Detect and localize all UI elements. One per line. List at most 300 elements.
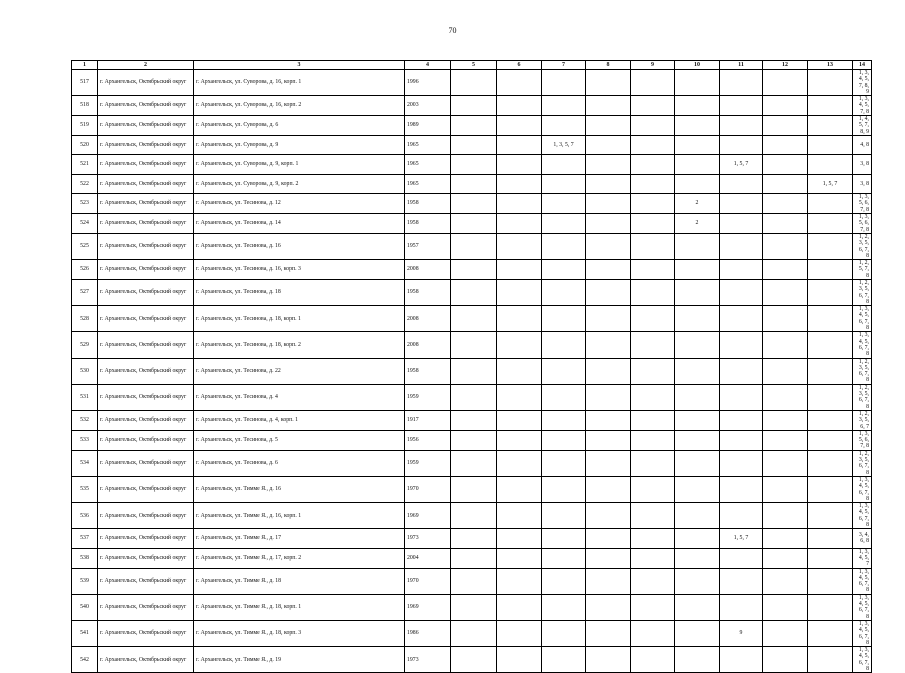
table-row xyxy=(72,568,872,594)
col-10-cell xyxy=(675,430,720,450)
year-cell: 1917 xyxy=(405,410,451,430)
col-10-cell xyxy=(675,450,720,476)
col-9-cell xyxy=(631,96,675,116)
col-13-cell xyxy=(808,647,853,673)
table-row xyxy=(72,280,872,306)
col-9-cell xyxy=(631,568,675,594)
table-row xyxy=(72,70,872,96)
col-9-cell xyxy=(631,155,675,174)
col-11-cell: 9 xyxy=(720,620,763,646)
col-10-cell xyxy=(675,384,720,410)
col-10-cell xyxy=(675,306,720,332)
row-number-cell: 536 xyxy=(72,503,98,529)
col-7-cell xyxy=(542,306,586,332)
col-11-cell xyxy=(720,548,763,568)
col-10-cell xyxy=(675,529,720,548)
address-cell: г. Архангельск, ул. Тимме Я., д. 18, корп. 1 xyxy=(194,594,405,620)
col-7-cell xyxy=(542,260,586,280)
district-cell: г. Архангельск, Октябрьский округ xyxy=(98,450,194,476)
district-cell: г. Архангельск, Октябрьский округ xyxy=(98,194,194,214)
col-7-cell xyxy=(542,332,586,358)
table-row xyxy=(72,529,872,548)
address-cell: г. Архангельск, ул. Тимме Я., д. 17, корп. 2 xyxy=(194,548,405,568)
col-9-cell xyxy=(631,410,675,430)
col-10-cell xyxy=(675,503,720,529)
col-14-cell: 1, 3, 4, 5, 6, 7, 8 xyxy=(853,647,872,673)
col-11-cell xyxy=(720,116,763,136)
address-cell: г. Архангельск, ул. Тесинова, д. 4, корп. 1 xyxy=(194,410,405,430)
col-9-cell xyxy=(631,70,675,96)
year-cell: 1965 xyxy=(405,174,451,193)
col-7-cell xyxy=(542,476,586,502)
year-cell: 1970 xyxy=(405,476,451,502)
col-10-cell xyxy=(675,174,720,193)
year-cell: 1965 xyxy=(405,135,451,154)
column-header-2: 2 xyxy=(98,61,194,70)
table-row xyxy=(72,620,872,646)
row-number-cell: 520 xyxy=(72,135,98,154)
col-8-cell xyxy=(586,332,631,358)
col-11-cell xyxy=(720,70,763,96)
table-row xyxy=(72,503,872,529)
col-10-cell xyxy=(675,647,720,673)
col-9-cell xyxy=(631,529,675,548)
col-5-cell xyxy=(451,233,497,259)
col-7-cell: 1, 3, 5, 7 xyxy=(542,135,586,154)
col-10-cell xyxy=(675,233,720,259)
col-12-cell xyxy=(763,529,808,548)
col-6-cell xyxy=(497,306,542,332)
col-13-cell xyxy=(808,135,853,154)
row-number-cell: 532 xyxy=(72,410,98,430)
year-cell: 1959 xyxy=(405,450,451,476)
col-7-cell xyxy=(542,280,586,306)
year-cell: 2008 xyxy=(405,306,451,332)
column-header-6: 6 xyxy=(497,61,542,70)
col-7-cell xyxy=(542,594,586,620)
row-number-cell: 535 xyxy=(72,476,98,502)
year-cell: 1969 xyxy=(405,594,451,620)
col-11-cell xyxy=(720,135,763,154)
col-9-cell xyxy=(631,548,675,568)
column-header-11: 11 xyxy=(720,61,763,70)
col-6-cell xyxy=(497,174,542,193)
col-7-cell xyxy=(542,384,586,410)
year-cell: 1969 xyxy=(405,503,451,529)
address-cell: г. Архангельск, ул. Тесинова, д. 12 xyxy=(194,194,405,214)
district-cell: г. Архангельск, Октябрьский округ xyxy=(98,548,194,568)
row-number-cell: 521 xyxy=(72,155,98,174)
col-8-cell xyxy=(586,503,631,529)
col-6-cell xyxy=(497,233,542,259)
row-number-cell: 538 xyxy=(72,548,98,568)
col-9-cell xyxy=(631,450,675,476)
col-14-cell: 1, 2, 3, 5, 6, 7, 8 xyxy=(853,384,872,410)
address-cell: г. Архангельск, ул. Тесинова, д. 18, корп. 1 xyxy=(194,306,405,332)
col-8-cell xyxy=(586,280,631,306)
district-cell: г. Архангельск, Октябрьский округ xyxy=(98,155,194,174)
col-13-cell xyxy=(808,155,853,174)
district-cell: г. Архангельск, Октябрьский округ xyxy=(98,233,194,259)
district-cell: г. Архангельск, Октябрьский округ xyxy=(98,214,194,234)
col-5-cell xyxy=(451,430,497,450)
table-row xyxy=(72,155,872,174)
col-9-cell xyxy=(631,647,675,673)
col-8-cell xyxy=(586,647,631,673)
col-10-cell xyxy=(675,96,720,116)
col-5-cell xyxy=(451,194,497,214)
column-header-13: 13 xyxy=(808,61,853,70)
address-cell: г. Архангельск, ул. Тесинова, д. 18 xyxy=(194,280,405,306)
col-13-cell xyxy=(808,384,853,410)
address-cell: г. Архангельск, ул. Тимме Я., д. 18 xyxy=(194,568,405,594)
year-cell: 1973 xyxy=(405,647,451,673)
col-6-cell xyxy=(497,430,542,450)
col-13-cell xyxy=(808,260,853,280)
col-8-cell xyxy=(586,70,631,96)
row-number-cell: 522 xyxy=(72,174,98,193)
address-cell: г. Архангельск, ул. Тимме Я., д. 17 xyxy=(194,529,405,548)
address-cell: г. Архангельск, ул. Тесинова, д. 6 xyxy=(194,450,405,476)
column-header-3: 3 xyxy=(194,61,405,70)
table-row xyxy=(72,594,872,620)
col-8-cell xyxy=(586,529,631,548)
col-5-cell xyxy=(451,332,497,358)
table-row xyxy=(72,430,872,450)
col-12-cell xyxy=(763,620,808,646)
col-6-cell xyxy=(497,260,542,280)
col-13-cell xyxy=(808,358,853,384)
year-cell: 1958 xyxy=(405,214,451,234)
col-10-cell xyxy=(675,476,720,502)
col-14-cell: 4, 8 xyxy=(853,135,872,154)
district-cell: г. Архангельск, Октябрьский округ xyxy=(98,280,194,306)
col-6-cell xyxy=(497,70,542,96)
col-5-cell xyxy=(451,260,497,280)
col-11-cell xyxy=(720,503,763,529)
column-header-1: 1 xyxy=(72,61,98,70)
district-cell: г. Архангельск, Октябрьский округ xyxy=(98,135,194,154)
col-13-cell xyxy=(808,214,853,234)
col-6-cell xyxy=(497,410,542,430)
table-row xyxy=(72,548,872,568)
col-8-cell xyxy=(586,450,631,476)
column-header-7: 7 xyxy=(542,61,586,70)
row-number-cell: 540 xyxy=(72,594,98,620)
col-6-cell xyxy=(497,476,542,502)
year-cell: 1959 xyxy=(405,384,451,410)
col-8-cell xyxy=(586,384,631,410)
col-9-cell xyxy=(631,384,675,410)
col-8-cell xyxy=(586,358,631,384)
col-11-cell xyxy=(720,96,763,116)
col-9-cell xyxy=(631,116,675,136)
year-cell: 1965 xyxy=(405,155,451,174)
col-8-cell xyxy=(586,135,631,154)
col-5-cell xyxy=(451,155,497,174)
col-13-cell xyxy=(808,96,853,116)
district-cell: г. Архангельск, Октябрьский округ xyxy=(98,430,194,450)
district-cell: г. Архангельск, Октябрьский округ xyxy=(98,96,194,116)
col-11-cell xyxy=(720,280,763,306)
col-13-cell xyxy=(808,233,853,259)
col-6-cell xyxy=(497,280,542,306)
district-cell: г. Архангельск, Октябрьский округ xyxy=(98,384,194,410)
col-9-cell xyxy=(631,358,675,384)
table-row xyxy=(72,194,872,214)
col-13-cell xyxy=(808,548,853,568)
col-7-cell xyxy=(542,450,586,476)
col-5-cell xyxy=(451,135,497,154)
col-12-cell xyxy=(763,410,808,430)
col-10-cell xyxy=(675,135,720,154)
col-6-cell xyxy=(497,384,542,410)
col-5-cell xyxy=(451,96,497,116)
col-7-cell xyxy=(542,174,586,193)
col-10-cell xyxy=(675,116,720,136)
col-12-cell xyxy=(763,306,808,332)
col-8-cell xyxy=(586,233,631,259)
column-header-12: 12 xyxy=(763,61,808,70)
col-6-cell xyxy=(497,194,542,214)
row-number-cell: 533 xyxy=(72,430,98,450)
col-12-cell xyxy=(763,116,808,136)
address-cell: г. Архангельск, ул. Тимме Я., д. 16 xyxy=(194,476,405,502)
col-5-cell xyxy=(451,70,497,96)
table-row xyxy=(72,450,872,476)
col-11-cell xyxy=(720,358,763,384)
col-11-cell xyxy=(720,647,763,673)
district-cell: г. Архангельск, Октябрьский округ xyxy=(98,332,194,358)
col-9-cell xyxy=(631,194,675,214)
col-12-cell xyxy=(763,450,808,476)
housing-register-table xyxy=(71,60,872,673)
col-5-cell xyxy=(451,594,497,620)
col-6-cell xyxy=(497,332,542,358)
col-14-cell: 1, 3, 4, 5, 7, 8 xyxy=(853,96,872,116)
col-6-cell xyxy=(497,503,542,529)
year-cell: 1986 xyxy=(405,620,451,646)
address-cell: г. Архангельск, ул. Суворова, д. 16, корп. 1 xyxy=(194,70,405,96)
row-number-cell: 517 xyxy=(72,70,98,96)
col-6-cell xyxy=(497,155,542,174)
col-5-cell xyxy=(451,384,497,410)
row-number-cell: 541 xyxy=(72,620,98,646)
col-13-cell xyxy=(808,194,853,214)
col-11-cell: 1, 5, 7 xyxy=(720,155,763,174)
col-14-cell: 1, 3, 4, 5, 6, 7, 8 xyxy=(853,503,872,529)
col-5-cell xyxy=(451,503,497,529)
year-cell: 1970 xyxy=(405,568,451,594)
col-12-cell xyxy=(763,332,808,358)
year-cell: 1957 xyxy=(405,233,451,259)
col-8-cell xyxy=(586,620,631,646)
year-cell: 2004 xyxy=(405,548,451,568)
col-9-cell xyxy=(631,620,675,646)
col-14-cell: 1, 3, 5, 6, 7, 8 xyxy=(853,430,872,450)
col-8-cell xyxy=(586,155,631,174)
district-cell: г. Архангельск, Октябрьский округ xyxy=(98,476,194,502)
col-14-cell: 1, 2, 3, 5, 6, 7 xyxy=(853,410,872,430)
col-8-cell xyxy=(586,594,631,620)
col-12-cell xyxy=(763,358,808,384)
district-cell: г. Архангельск, Октябрьский округ xyxy=(98,306,194,332)
col-11-cell xyxy=(720,194,763,214)
col-10-cell xyxy=(675,155,720,174)
col-12-cell xyxy=(763,430,808,450)
district-cell: г. Архангельск, Октябрьский округ xyxy=(98,620,194,646)
col-6-cell xyxy=(497,647,542,673)
col-14-cell: 1, 3, 4, 5, 6, 7, 8 xyxy=(853,620,872,646)
year-cell: 2008 xyxy=(405,260,451,280)
col-14-cell: 1, 2, 3, 5, 6, 7, 8 xyxy=(853,358,872,384)
row-number-cell: 519 xyxy=(72,116,98,136)
col-5-cell xyxy=(451,529,497,548)
column-header-5: 5 xyxy=(451,61,497,70)
col-14-cell: 1, 3, 5, 6, 7, 8 xyxy=(853,194,872,214)
col-13-cell xyxy=(808,430,853,450)
col-6-cell xyxy=(497,529,542,548)
col-5-cell xyxy=(451,548,497,568)
col-7-cell xyxy=(542,410,586,430)
col-6-cell xyxy=(497,96,542,116)
col-14-cell: 1, 3, 4, 5, 6, 7, 8 xyxy=(853,306,872,332)
col-12-cell xyxy=(763,233,808,259)
col-8-cell xyxy=(586,476,631,502)
col-5-cell xyxy=(451,214,497,234)
address-cell: г. Архангельск, ул. Суворова, д. 16, корп. 2 xyxy=(194,96,405,116)
table-body xyxy=(72,70,872,673)
table-row xyxy=(72,174,872,193)
year-cell: 1958 xyxy=(405,194,451,214)
col-7-cell xyxy=(542,194,586,214)
col-11-cell xyxy=(720,568,763,594)
col-12-cell xyxy=(763,70,808,96)
table-row xyxy=(72,384,872,410)
col-13-cell xyxy=(808,529,853,548)
address-cell: г. Архангельск, ул. Суворова, д. 9, корп. 2 xyxy=(194,174,405,193)
address-cell: г. Архангельск, ул. Тимме Я., д. 16, корп. 1 xyxy=(194,503,405,529)
col-12-cell xyxy=(763,503,808,529)
col-10-cell xyxy=(675,358,720,384)
year-cell: 1956 xyxy=(405,430,451,450)
col-9-cell xyxy=(631,430,675,450)
col-6-cell xyxy=(497,568,542,594)
col-13-cell xyxy=(808,280,853,306)
column-header-4: 4 xyxy=(405,61,451,70)
col-13-cell: 1, 5, 7 xyxy=(808,174,853,193)
table-row xyxy=(72,647,872,673)
col-7-cell xyxy=(542,568,586,594)
col-9-cell xyxy=(631,503,675,529)
col-13-cell xyxy=(808,70,853,96)
table-row xyxy=(72,214,872,234)
col-13-cell xyxy=(808,410,853,430)
district-cell: г. Архангельск, Октябрьский округ xyxy=(98,410,194,430)
table-row xyxy=(72,233,872,259)
page-number: 70 xyxy=(448,26,457,35)
col-7-cell xyxy=(542,430,586,450)
row-number-cell: 527 xyxy=(72,280,98,306)
address-cell: г. Архангельск, ул. Тесинова, д. 5 xyxy=(194,430,405,450)
col-10-cell: 2 xyxy=(675,194,720,214)
address-cell: г. Архангельск, ул. Тесинова, д. 16 xyxy=(194,233,405,259)
col-10-cell xyxy=(675,410,720,430)
year-cell: 1973 xyxy=(405,529,451,548)
table-header-row xyxy=(72,61,872,70)
col-14-cell: 1, 2, 3, 5, 6, 7, 8 xyxy=(853,233,872,259)
col-6-cell xyxy=(497,548,542,568)
col-5-cell xyxy=(451,568,497,594)
col-12-cell xyxy=(763,155,808,174)
col-12-cell xyxy=(763,476,808,502)
row-number-cell: 542 xyxy=(72,647,98,673)
col-12-cell xyxy=(763,135,808,154)
col-13-cell xyxy=(808,594,853,620)
col-10-cell xyxy=(675,332,720,358)
col-14-cell: 1, 2, 5, 7, 8 xyxy=(853,260,872,280)
col-5-cell xyxy=(451,450,497,476)
year-cell: 1958 xyxy=(405,280,451,306)
col-13-cell xyxy=(808,332,853,358)
col-8-cell xyxy=(586,568,631,594)
district-cell: г. Архангельск, Октябрьский округ xyxy=(98,116,194,136)
col-11-cell xyxy=(720,260,763,280)
address-cell: г. Архангельск, ул. Тесинова, д. 14 xyxy=(194,214,405,234)
col-7-cell xyxy=(542,70,586,96)
col-9-cell xyxy=(631,233,675,259)
row-number-cell: 531 xyxy=(72,384,98,410)
col-11-cell xyxy=(720,306,763,332)
col-10-cell xyxy=(675,260,720,280)
col-7-cell xyxy=(542,116,586,136)
col-8-cell xyxy=(586,194,631,214)
col-14-cell: 3, 4, 6, 8 xyxy=(853,529,872,548)
column-header-10: 10 xyxy=(675,61,720,70)
col-7-cell xyxy=(542,96,586,116)
address-cell: г. Архангельск, ул. Суворова, д. 9, корп. 1 xyxy=(194,155,405,174)
col-11-cell xyxy=(720,430,763,450)
col-12-cell xyxy=(763,384,808,410)
col-14-cell: 1, 3, 4, 5, 7 xyxy=(853,548,872,568)
col-8-cell xyxy=(586,260,631,280)
col-9-cell xyxy=(631,476,675,502)
col-7-cell xyxy=(542,647,586,673)
col-9-cell xyxy=(631,214,675,234)
address-cell: г. Архангельск, ул. Тимме Я., д. 18, корп. 3 xyxy=(194,620,405,646)
year-cell: 1958 xyxy=(405,358,451,384)
col-12-cell xyxy=(763,214,808,234)
col-13-cell xyxy=(808,306,853,332)
row-number-cell: 539 xyxy=(72,568,98,594)
col-9-cell xyxy=(631,280,675,306)
column-header-9: 9 xyxy=(631,61,675,70)
row-number-cell: 526 xyxy=(72,260,98,280)
row-number-cell: 523 xyxy=(72,194,98,214)
col-8-cell xyxy=(586,174,631,193)
col-13-cell xyxy=(808,568,853,594)
col-14-cell: 1, 3, 4, 5, 6, 7, 8 xyxy=(853,568,872,594)
col-14-cell: 1, 3, 5, 6, 7, 8 xyxy=(853,214,872,234)
col-5-cell xyxy=(451,647,497,673)
table-row xyxy=(72,260,872,280)
col-7-cell xyxy=(542,358,586,384)
table-row xyxy=(72,306,872,332)
col-13-cell xyxy=(808,116,853,136)
col-5-cell xyxy=(451,174,497,193)
row-number-cell: 530 xyxy=(72,358,98,384)
column-header-14: 14 xyxy=(853,61,872,70)
